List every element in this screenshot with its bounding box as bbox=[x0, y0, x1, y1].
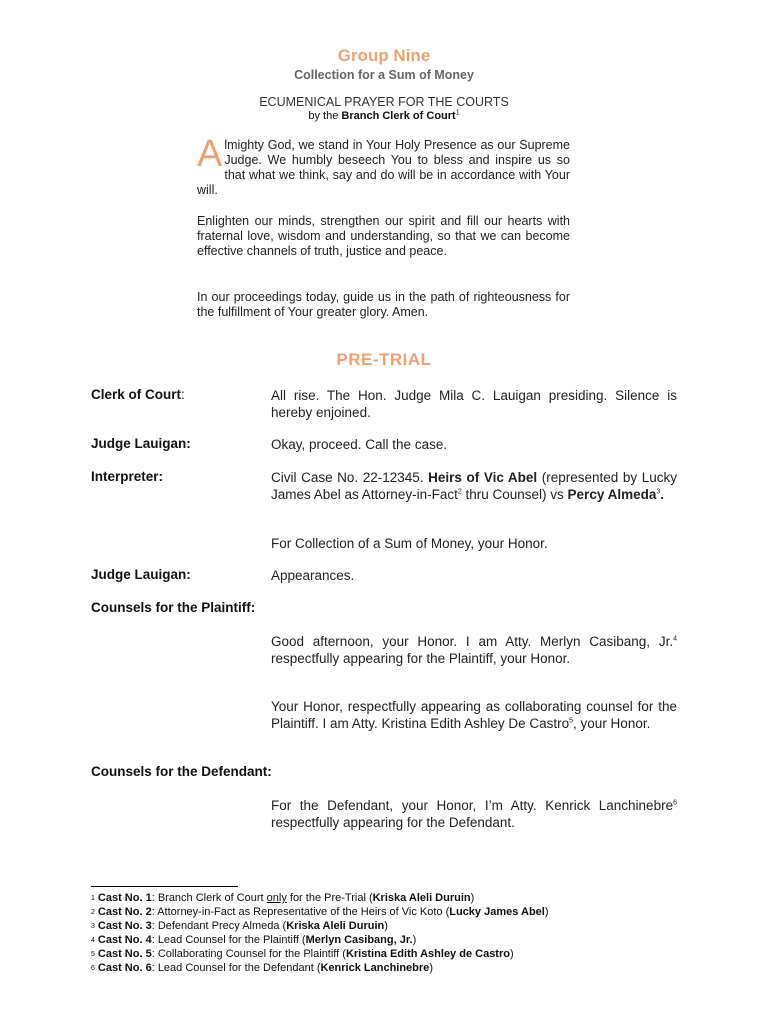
footnote-number: 5 bbox=[91, 951, 95, 958]
drop-cap: A bbox=[197, 133, 223, 175]
section-title-pre-trial: PRE-TRIAL bbox=[336, 350, 432, 369]
footnote-text: ) bbox=[470, 892, 475, 904]
cast-label: Cast No. 3 bbox=[97, 920, 152, 932]
footnote-ref-4: 4 bbox=[673, 635, 677, 643]
cast-member-name: Merlyn Casibang, Jr. bbox=[305, 934, 413, 946]
footnote-ref-5: 5 bbox=[569, 717, 574, 725]
footnote-text: : Collaborating Counsel for the Plaintiff ( bbox=[151, 948, 346, 960]
byline-prefix: by the bbox=[308, 110, 342, 122]
cast-label: Cast No. 5 bbox=[97, 948, 152, 960]
cast-label: Cast No. 2 bbox=[97, 906, 152, 918]
prayer-paragraph-2: Enlighten our minds, strengthen our spirit and fill our hearts with fraternal love, wisdom and understanding, so that we can become effective channels of truth, justice and peace. bbox=[197, 214, 570, 258]
document-subtitle: Collection for a Sum of Money bbox=[294, 68, 474, 82]
footnote-text: : Lead Counsel for the Plaintiff ( bbox=[151, 934, 306, 946]
cast-member-name: Kenrick Lanchinebre bbox=[320, 962, 430, 974]
dialogue-line-1: All rise. The Hon. Judge Mila C. Lauigan presiding. Silence is hereby enjoined. bbox=[271, 388, 677, 420]
represented-text: (represented by Lucky James Abel as Attorney-in-Fact bbox=[271, 470, 677, 502]
defendant-name: Percy Almeda bbox=[567, 487, 657, 502]
footnote-2 bbox=[91, 906, 549, 919]
footnote-text: : Attorney-in-Fact as Representative of the Heirs of Vic Koto ( bbox=[151, 906, 450, 918]
footnote-number: 2 bbox=[91, 909, 95, 916]
speaker-clerk bbox=[91, 387, 185, 402]
footnote-ref-1: 1 bbox=[455, 109, 460, 117]
cast-member-name: Lucky James Abel bbox=[449, 906, 545, 918]
dialogue-line-8 bbox=[271, 797, 677, 831]
prayer-paragraph-3: In our proceedings today, guide us in the path of righteousness for the fulfillment of Your greater glory. Amen. bbox=[197, 290, 570, 319]
cast-member-name: Kriska Aleli Duruin bbox=[286, 920, 385, 932]
footnote-underlined: only bbox=[266, 892, 287, 904]
speaker-interpreter: Interpreter: bbox=[91, 469, 164, 484]
prayer-heading: ECUMENICAL PRAYER FOR THE COURTS bbox=[259, 95, 509, 109]
footnote-text: ) bbox=[509, 948, 514, 960]
footnote-text: ) bbox=[544, 906, 549, 918]
footnote-ref-6: 6 bbox=[673, 799, 677, 807]
document-title: Group Nine bbox=[337, 46, 431, 65]
prayer-byline bbox=[0, 110, 768, 122]
footnote-divider bbox=[91, 886, 238, 887]
period: . bbox=[660, 487, 665, 502]
cast-label: Cast No. 1 bbox=[97, 892, 152, 904]
footnote-text: for the Pre-Trial ( bbox=[286, 892, 373, 904]
collab-counsel-text: Your Honor, respectfully appearing as collaborating counsel for the Plaintiff. I am Atty. Kristina Edith Ashley De Castro bbox=[271, 699, 677, 731]
footnote-ref-2: 2 bbox=[457, 488, 462, 496]
case-number: Civil Case No. 22-12345. bbox=[271, 470, 429, 485]
footnote-ref-3: 3 bbox=[656, 488, 661, 496]
cast-label: Cast No. 4 bbox=[97, 934, 152, 946]
speaker-name: Clerk of Court bbox=[91, 387, 182, 402]
speaker-colon: : bbox=[181, 387, 185, 402]
plaintiff-name: Heirs of Vic Abel bbox=[428, 470, 538, 485]
footnote-number: 3 bbox=[91, 923, 95, 930]
footnote-5 bbox=[91, 948, 514, 961]
lead-plaintiff-text: Good afternoon, your Honor. I am Atty. Merlyn Casibang, Jr. bbox=[271, 634, 674, 649]
footnote-number: 1 bbox=[91, 895, 95, 902]
footnote-1 bbox=[91, 892, 474, 905]
footnote-text: ) bbox=[412, 934, 417, 946]
prayer-paragraph-1 bbox=[197, 133, 570, 198]
cast-label: Cast No. 6 bbox=[97, 962, 152, 974]
dialogue-line-7 bbox=[271, 698, 677, 732]
speaker-plaintiff-counsels: Counsels for the Plaintiff: bbox=[91, 600, 256, 615]
footnote-3 bbox=[91, 920, 388, 933]
cast-member-name: Kriska Aleli Duruin bbox=[372, 892, 471, 904]
speaker-judge-2: Judge Lauigan: bbox=[91, 567, 191, 582]
footnote-4 bbox=[91, 934, 416, 947]
lead-plaintiff-text-end: respectfully appearing for the Plaintiff, your Honor. bbox=[271, 651, 571, 666]
dialogue-line-3 bbox=[271, 469, 677, 503]
footnote-text: : Defendant Precy Almeda ( bbox=[151, 920, 287, 932]
dialogue-line-5: Appearances. bbox=[271, 568, 355, 583]
collab-counsel-text-end: , your Honor. bbox=[573, 716, 651, 731]
footnote-number: 4 bbox=[91, 937, 95, 944]
footnote-text: : Branch Clerk of Court bbox=[151, 892, 267, 904]
dialogue-line-4: For Collection of a Sum of Money, your Honor. bbox=[271, 536, 548, 551]
speaker-defendant-counsels: Counsels for the Defendant: bbox=[91, 764, 272, 779]
versus-text: thru Counsel) vs bbox=[461, 487, 568, 502]
cast-member-name: Kristina Edith Ashley de Castro bbox=[345, 948, 510, 960]
footnote-text: : Lead Counsel for the Defendant ( bbox=[151, 962, 321, 974]
footnote-text: ) bbox=[384, 920, 388, 932]
dialogue-line-2: Okay, proceed. Call the case. bbox=[271, 437, 448, 452]
prayer-paragraph-1-text: lmighty God, we stand in Your Holy Presence as our Supreme Judge. We humbly beseech You to bless and inspire us so that what we think, say and do will be in accordance with Your will. bbox=[197, 138, 570, 197]
defendant-counsel-text-end: respectfully appearing for the Defendant. bbox=[271, 815, 515, 830]
footnote-number: 6 bbox=[91, 965, 95, 972]
footnote-text: ) bbox=[429, 962, 433, 974]
footnote-6 bbox=[91, 962, 433, 975]
defendant-counsel-text: For the Defendant, your Honor, I’m Atty. Kenrick Lanchinebre bbox=[271, 798, 674, 813]
byline-name: Branch Clerk of Court bbox=[341, 110, 456, 122]
dialogue-line-6 bbox=[271, 633, 677, 667]
speaker-judge-1: Judge Lauigan: bbox=[91, 436, 191, 451]
